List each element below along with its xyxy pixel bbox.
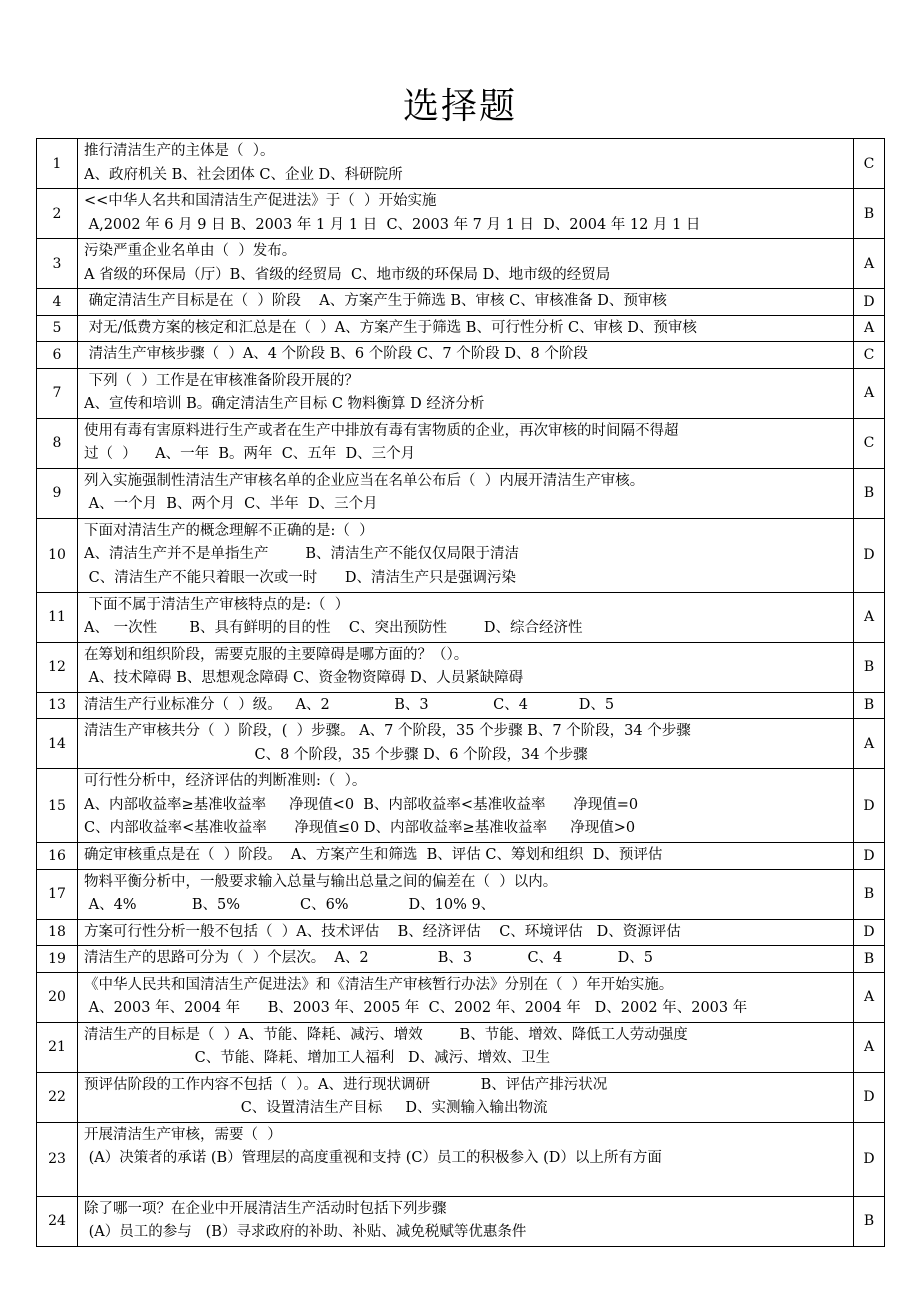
question-number: 15: [37, 769, 78, 843]
question-line: 列入实施强制性清洁生产审核名单的企业应当在名单公布后（ ）内展开清洁生产审核。: [84, 472, 645, 489]
question-number: 4: [37, 289, 78, 316]
question-line: 预评估阶段的工作内容不包括（ ）。A、进行现状调研 B、评估产排污状况: [84, 1076, 608, 1093]
question-text: [78, 719, 854, 769]
question-number: 3: [37, 239, 78, 289]
question-row: [37, 289, 885, 316]
question-answer: A: [854, 719, 885, 769]
question-number: 12: [37, 642, 78, 692]
question-answer: C: [854, 418, 885, 468]
question-answer: B: [854, 189, 885, 239]
question-line: 污染严重企业名单由（ ）发布。: [84, 243, 297, 259]
question-answer: B: [854, 946, 885, 973]
questions-table: [36, 138, 885, 1247]
question-line: A、政府机关 B、社会团体 C、企业 D、科研院所: [84, 166, 403, 183]
question-text: [78, 769, 854, 843]
question-row: [37, 592, 885, 642]
question-row: [37, 1022, 885, 1072]
question-number: 22: [37, 1072, 78, 1122]
question-answer: D: [854, 289, 885, 316]
question-answer: A: [854, 368, 885, 418]
question-text: [78, 642, 854, 692]
question-text: [78, 919, 854, 946]
question-line: [84, 1171, 849, 1195]
question-answer: B: [854, 1196, 885, 1246]
question-line: 清洁生产的思路可分为（ ）个层次。 A、2 B、3 C、4 D、5: [84, 950, 653, 966]
question-text: [78, 1022, 854, 1072]
question-line: A、4% B、5% C、6% D、10% 9、: [84, 897, 496, 913]
question-answer: C: [854, 342, 885, 369]
question-line: C、设置清洁生产目标 D、实测输入输出物流: [84, 1100, 548, 1116]
question-line: C、8 个阶段，35 个步骤 D、6 个阶段，34 个步骤: [84, 746, 588, 763]
question-text: [78, 518, 854, 592]
question-line: 可行性分析中，经济评估的判断准则:（ ）。: [84, 773, 367, 790]
question-line: 过（ ） A、一年 B。两年 C、五年 D、三个月: [84, 446, 416, 462]
question-row: [37, 843, 885, 870]
question-answer: A: [854, 1022, 885, 1072]
question-line: 下面不属于清洁生产审核特点的是:（ ）: [84, 596, 350, 613]
question-line: 对无/低费方案的核定和汇总是在（ ）A、方案产生于筛选 B、可行性分析 C、审核 D、预审核: [84, 319, 697, 336]
question-row: [37, 518, 885, 592]
question-row: [37, 315, 885, 342]
question-answer: D: [854, 1072, 885, 1122]
question-line: 方案可行性分析一般不包括（ ）A、技术评估 B、经济评估 C、环境评估 D、资源评估: [84, 923, 681, 940]
question-line: 清洁生产的目标是（ ）A、节能、降耗、减污、增效 B、节能、增效、降低工人劳动强度: [84, 1026, 688, 1043]
question-line: A、2003 年、2004 年 B、2003 年、2005 年 C、2002 年、2004 年 D、2002 年、2003 年: [84, 1000, 748, 1016]
question-answer: C: [854, 139, 885, 189]
question-answer: B: [854, 869, 885, 919]
question-text: [78, 972, 854, 1022]
question-line: A、内部收益率≥基准收益率 净现值<0 B、内部收益率<基准收益率 净现值=0: [84, 796, 639, 813]
question-number: 13: [37, 692, 78, 719]
question-row: [37, 769, 885, 843]
question-row: [37, 1122, 885, 1196]
question-number: 24: [37, 1196, 78, 1246]
question-line: A 省级的环保局（厅）B、省级的经贸局 C、地市级的环保局 D、地市级的经贸局: [84, 266, 611, 283]
question-row: [37, 368, 885, 418]
question-number: 16: [37, 843, 78, 870]
question-text: [78, 368, 854, 418]
question-number: 14: [37, 719, 78, 769]
question-text: [78, 869, 854, 919]
question-answer: B: [854, 692, 885, 719]
question-line: 在筹划和组织阶段，需要克服的主要障碍是哪方面的？（）。: [84, 646, 469, 663]
question-number: 6: [37, 342, 78, 369]
question-line: 《中华人民共和国清洁生产促进法》和《清洁生产审核暂行办法》分别在（ ）年开始实施。: [84, 976, 674, 993]
question-line: 清洁生产审核步骤（ ）A、4 个阶段 B、6 个阶段 C、7 个阶段 D、8 个阶段: [84, 346, 588, 362]
question-text: [78, 1072, 854, 1122]
question-number: 18: [37, 919, 78, 946]
question-row: [37, 239, 885, 289]
question-line: 清洁生产行业标准分（ ）级。 A、2 B、3 C、4 D、5: [84, 696, 615, 713]
question-number: 20: [37, 972, 78, 1022]
question-line: A、技术障碍 B、思想观念障碍 C、资金物资障碍 D、人员紧缺障碍: [84, 670, 524, 686]
question-answer: A: [854, 239, 885, 289]
page-title: 选择题: [402, 86, 517, 127]
question-text: [78, 139, 854, 189]
question-line: 物料平衡分析中，一般要求输入总量与输出总量之间的偏差在（ ）以内。: [84, 873, 558, 890]
question-line: (A）员工的参与 (B）寻求政府的补助、补贴、减免税赋等优惠条件: [84, 1224, 527, 1240]
question-row: [37, 642, 885, 692]
question-line: 下列（ ）工作是在审核准备阶段开展的？: [84, 372, 359, 389]
question-line: 开展清洁生产审核，需要（ ）: [84, 1126, 282, 1143]
question-row: [37, 1072, 885, 1122]
question-number: 19: [37, 946, 78, 973]
question-answer: A: [854, 315, 885, 342]
questions-body: [37, 139, 885, 1247]
question-row: [37, 139, 885, 189]
question-line: 推行清洁生产的主体是（ ）。: [84, 143, 275, 159]
question-line: C、节能、降耗、增加工人福利 D、减污、增效、卫生: [84, 1050, 551, 1066]
question-number: 2: [37, 189, 78, 239]
question-line: A、 一次性 B、具有鲜明的目的性 C、突出预防性 D、综合经济性: [84, 620, 583, 636]
question-row: [37, 692, 885, 719]
question-line: A、宣传和培训 B。确定清洁生产目标 C 物料衡算 D 经济分析: [84, 396, 485, 412]
question-answer: A: [854, 592, 885, 642]
question-number: 7: [37, 368, 78, 418]
question-text: [78, 592, 854, 642]
question-answer: B: [854, 642, 885, 692]
question-line: A、一个月 B、两个月 C、半年 D、三个月: [84, 496, 378, 512]
question-answer: A: [854, 972, 885, 1022]
question-text: [78, 189, 854, 239]
question-number: 17: [37, 869, 78, 919]
question-line: 确定审核重点是在（ ）阶段。 A、方案产生和筛选 B、评估 C、筹划和组织 D、预评估: [84, 847, 663, 863]
question-row: [37, 946, 885, 973]
question-line: (A）决策者的承诺 (B）管理层的高度重视和支持 (C）员工的积极参入 (D）以上所有方面: [84, 1150, 662, 1167]
question-line: C、清洁生产不能只着眼一次或一时 D、清洁生产只是强调污染: [84, 569, 516, 586]
question-number: 21: [37, 1022, 78, 1072]
question-line: A、清洁生产并不是单指生产 B、清洁生产不能仅仅局限于清洁: [84, 546, 519, 563]
question-line: 清洁生产审核共分（ ）阶段，( ）步骤。 A、7 个阶段，35 个步骤 B、7 个阶段，34 个步骤: [84, 723, 691, 739]
question-text: [78, 239, 854, 289]
question-number: 9: [37, 468, 78, 518]
question-text: [78, 843, 854, 870]
question-text: [78, 946, 854, 973]
question-text: [78, 289, 854, 316]
question-line: 除了哪一项？在企业中开展清洁生产活动时包括下列步骤: [84, 1200, 447, 1217]
question-row: [37, 342, 885, 369]
question-row: [37, 919, 885, 946]
question-number: 11: [37, 592, 78, 642]
question-text: [78, 692, 854, 719]
question-answer: B: [854, 468, 885, 518]
question-number: 8: [37, 418, 78, 468]
question-text: [78, 342, 854, 369]
question-row: [37, 418, 885, 468]
question-text: [78, 468, 854, 518]
question-text: [78, 418, 854, 468]
question-row: [37, 189, 885, 239]
question-text: [78, 315, 854, 342]
question-line: <<中华人名共和国清洁生产促进法》于（ ）开始实施: [84, 193, 437, 209]
question-line: C、内部收益率<基准收益率 净现值≤0 D、内部收益率≥基准收益率 净现值>0: [84, 820, 636, 837]
question-number: 10: [37, 518, 78, 592]
question-line: 下面对清洁生产的概念理解不正确的是:（ ）: [84, 522, 374, 539]
question-answer: D: [854, 843, 885, 870]
question-answer: D: [854, 769, 885, 843]
question-text: [78, 1122, 854, 1196]
question-row: [37, 1196, 885, 1246]
question-number: 23: [37, 1122, 78, 1196]
question-answer: D: [854, 518, 885, 592]
question-row: [37, 869, 885, 919]
question-line: 确定清洁生产目标是在（ ）阶段 A、方案产生于筛选 B、审核 C、审核准备 D、预审核: [84, 293, 667, 309]
question-line: 使用有毒有害原料进行生产或者在生产中排放有毒有害物质的企业，再次审核的时间隔不得超: [84, 422, 679, 439]
question-text: [78, 1196, 854, 1246]
question-answer: D: [854, 919, 885, 946]
question-number: 1: [37, 139, 78, 189]
question-line: A,2002 年 6 月 9 日 B、2003 年 1 月 1 日 C、2003 年 7 月 1 日 D、2004 年 12 月 1 日: [84, 216, 701, 233]
question-answer: D: [854, 1122, 885, 1196]
question-row: [37, 719, 885, 769]
question-row: [37, 972, 885, 1022]
question-row: [37, 468, 885, 518]
question-number: 5: [37, 315, 78, 342]
